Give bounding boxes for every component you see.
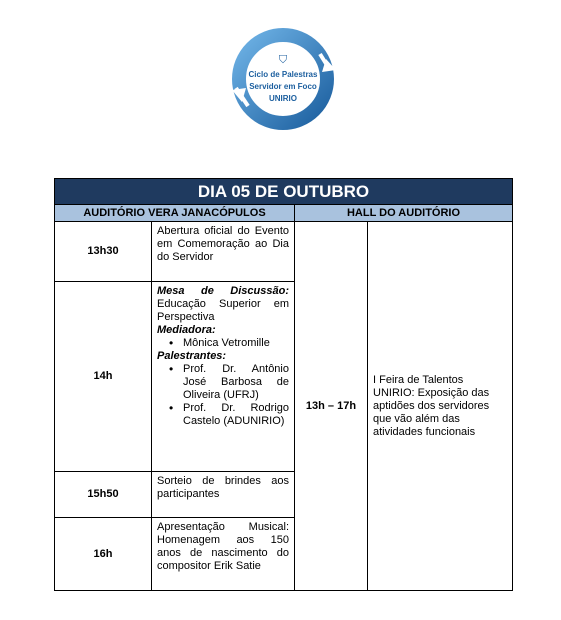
row-time-1: 13h30	[55, 222, 152, 282]
row-desc-3	[152, 472, 295, 518]
column-header-hall: HALL DO AUDITÓRIO	[295, 205, 512, 222]
palestrante-item-1: • Prof. Dr. Antônio José Barbosa de Oliveira (UFRJ)	[183, 363, 289, 402]
mesa-text: Educação Superior em Perspectiva	[157, 298, 289, 323]
day-title: DIA 05 DE OUTUBRO	[55, 179, 512, 205]
palestrante-item-2: • Prof. Dr. Rodrigo Castelo (ADUNIRIO)	[183, 402, 289, 428]
mediadora-label: Mediadora:	[157, 324, 216, 336]
row-desc-3-text: Sorteio de brindes aos participantes	[157, 475, 289, 500]
event-logo	[228, 24, 338, 134]
logo-line-3: UNIRIO	[269, 93, 297, 103]
palestrantes-label: Palestrantes:	[157, 350, 227, 362]
row-time-2: 14h	[55, 282, 152, 472]
row-time-4: 16h	[55, 518, 152, 590]
mediadora-item: • Mônica Vetromille	[183, 337, 289, 350]
logo-line-2: Servidor em Foco	[249, 81, 317, 91]
row-desc-4	[152, 518, 295, 590]
unirio-mark-icon: ⛉	[278, 53, 288, 66]
schedule-table	[54, 178, 513, 591]
logo-text	[228, 24, 338, 134]
row-desc-4-text: Apresentação Musical: Homenagem aos 150 anos de nascimento do compositor Erik Satie	[157, 521, 289, 572]
palestrantes-list	[157, 363, 289, 428]
hall-time: 13h – 17h	[295, 222, 368, 590]
row-desc-1-text: Abertura oficial do Evento em Comemoração ao Dia do Servidor	[157, 225, 289, 263]
hall-desc	[368, 222, 512, 590]
row-time-3: 15h50	[55, 472, 152, 518]
column-header-auditorio: AUDITÓRIO VERA JANACÓPULOS	[55, 205, 295, 222]
mesa-label: Mesa de Discussão:	[157, 285, 289, 297]
row-desc-2	[152, 282, 295, 472]
row-desc-1	[152, 222, 295, 282]
logo-line-1: Ciclo de Palestras	[248, 69, 318, 79]
mediadora-list	[157, 337, 289, 350]
hall-desc-text: I Feira de Talentos UNIRIO: Exposição das aptidões dos servidores que vão além das atividades funcionais	[373, 373, 490, 438]
